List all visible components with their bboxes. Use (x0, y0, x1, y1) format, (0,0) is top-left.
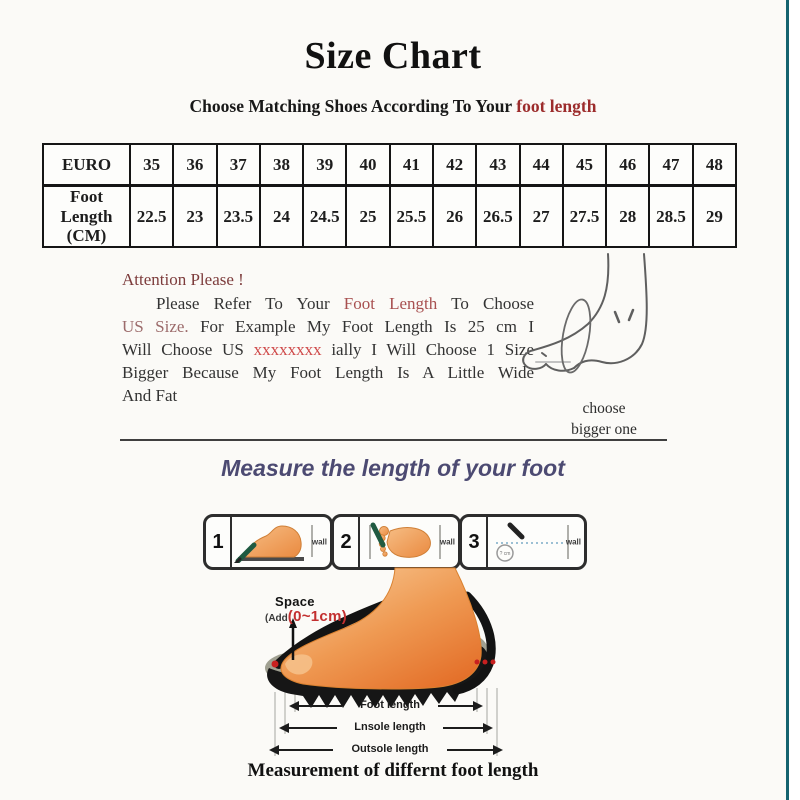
attention-line: Bigger Because My Foot Length Is A Little Wide (122, 363, 534, 382)
note-line: bigger one (571, 421, 637, 438)
foot-length-cell: 25 (346, 186, 389, 248)
attention-redacted-text: xxxxxxxx (253, 340, 322, 359)
page-title: Size Chart (304, 35, 482, 77)
step-number: 3 (462, 517, 488, 567)
foot-length-cell: 22.5 (130, 186, 173, 248)
table-row-euro (43, 144, 736, 186)
attention-highlight: US Size. (122, 317, 189, 336)
range-label: (0~1cm) (287, 608, 347, 625)
euro-size-cell: 42 (433, 144, 476, 186)
section-divider (120, 439, 667, 441)
euro-size-cell: 45 (563, 144, 606, 186)
attention-text: ially I Will Choose 1 Size (331, 340, 535, 359)
foot-length-cell: 27.5 (563, 186, 606, 248)
attention-line (122, 315, 534, 338)
foot-length-cell: 24.5 (303, 186, 346, 248)
euro-header-cell: EURO (43, 144, 130, 186)
pencil-icon (510, 525, 522, 537)
toe-marker-dot (272, 661, 279, 668)
heel-marker-dot (475, 660, 480, 665)
wall-label: wall (311, 537, 327, 547)
foot-length-header-cell: Foot Length (CM) (43, 186, 130, 248)
attention-block (122, 268, 534, 407)
right-edge-white-strip (789, 0, 800, 800)
euro-size-cell: 41 (390, 144, 433, 186)
add-text: (Add (265, 613, 288, 624)
euro-size-cell: 35 (130, 144, 173, 186)
shoe-length-diagram (245, 566, 557, 766)
euro-size-cell: 44 (520, 144, 563, 186)
foot-length-cell: 26.5 (476, 186, 519, 248)
wall-label: wall (439, 537, 455, 547)
outsole-length-label: Outsole length (351, 743, 429, 755)
subtitle-highlight: foot length (516, 96, 597, 116)
insole-length-label: Lnsole length (354, 721, 426, 733)
euro-size-cell: 38 (260, 144, 303, 186)
space-label: Space (275, 594, 315, 609)
foot-length-label: Foot length (360, 699, 420, 711)
attention-line (122, 292, 534, 315)
step-number: 1 (206, 517, 232, 567)
attention-highlight: Foot Length (343, 294, 438, 313)
euro-size-cell: 43 (476, 144, 519, 186)
step-panel-3 (459, 514, 587, 570)
measure-section-heading: Measure the length of your foot (221, 455, 565, 481)
foot-length-cell: 25.5 (390, 186, 433, 248)
attention-text: For Example My Foot Length Is 25 cm I (200, 317, 534, 336)
wall-label: wall (565, 537, 581, 547)
foot-length-cell: 23 (173, 186, 216, 248)
attention-text: Please Refer To Your (156, 294, 330, 313)
foot-length-cell: 24 (260, 186, 303, 248)
foot-sketch-illustration (512, 250, 684, 400)
step2-foot-top-view-icon (360, 519, 452, 563)
step-panel-1 (203, 514, 333, 570)
measured-cm-label: ? cm (499, 551, 511, 557)
foot-length-cell: 29 (693, 186, 736, 248)
attention-text: Will Choose US (122, 340, 244, 359)
step-panel-2 (331, 514, 461, 570)
step3-measure-distance-icon (488, 519, 578, 563)
subtitle (0, 96, 786, 117)
euro-size-cell: 46 (606, 144, 649, 186)
euro-size-cell: 47 (649, 144, 692, 186)
foot-length-cell: 27 (520, 186, 563, 248)
space-add-label (265, 608, 347, 625)
foot-length-cell: 28 (606, 186, 649, 248)
foot-length-cell: 23.5 (217, 186, 260, 248)
choose-bigger-note (538, 398, 670, 440)
attention-line: And Fat (122, 386, 178, 405)
euro-size-cell: 37 (217, 144, 260, 186)
bottom-caption: Measurement of differnt foot length (247, 760, 539, 781)
measurement-steps (203, 514, 585, 570)
euro-size-cell: 36 (173, 144, 216, 186)
attention-heading: Attention Please ! (122, 270, 244, 289)
heel-marker-dot (491, 660, 496, 665)
size-chart-table (42, 143, 737, 248)
step1-foot-on-paper-icon (232, 519, 324, 563)
foot-length-cell: 28.5 (649, 186, 692, 248)
subtitle-text: Choose Matching Shoes According To Your (189, 96, 512, 116)
heel-marker-dot (483, 660, 488, 665)
note-line: choose (582, 400, 626, 417)
attention-text: To Choose (451, 294, 534, 313)
euro-size-cell: 40 (346, 144, 389, 186)
attention-line (122, 338, 534, 361)
euro-size-cell: 39 (303, 144, 346, 186)
foot-length-cell: 26 (433, 186, 476, 248)
euro-size-cell: 48 (693, 144, 736, 186)
table-row-foot-length (43, 186, 736, 248)
step-number: 2 (334, 517, 360, 567)
